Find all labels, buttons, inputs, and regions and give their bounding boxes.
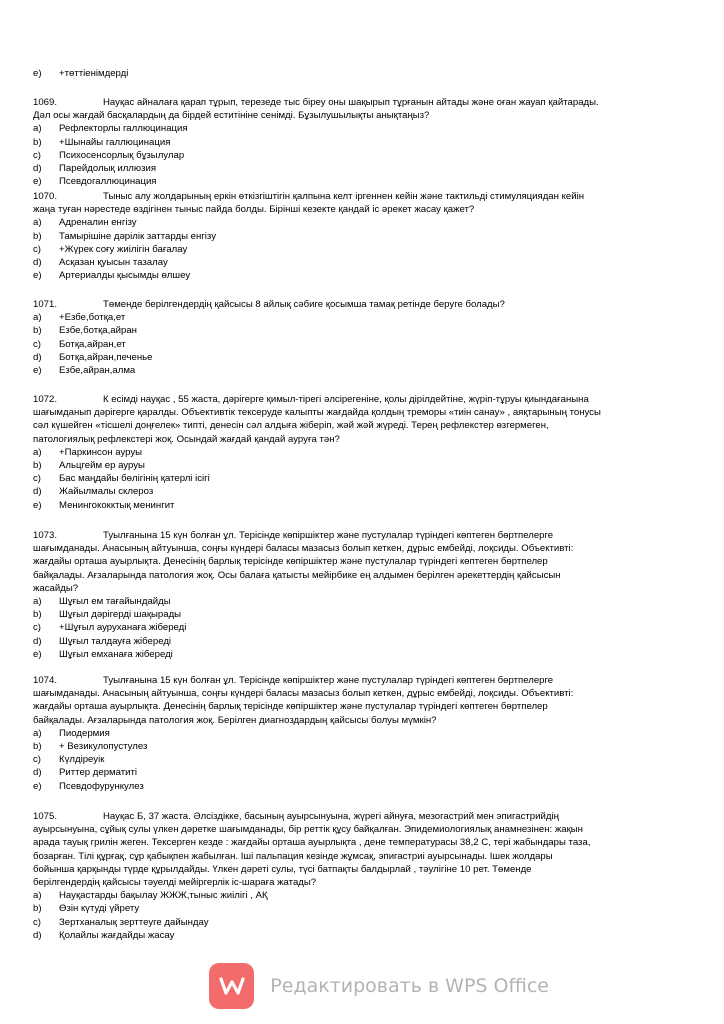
option-text: + Везикулопустулез xyxy=(59,741,148,752)
option-text: +төттіенімдерді xyxy=(59,68,129,79)
option-text: Езбе,айран,алма xyxy=(59,365,136,376)
option-letter: a) xyxy=(33,217,42,229)
option-letter: c) xyxy=(33,916,41,928)
question-text-line: шағымданады. Анасының айтуынша, соңғы күндері баласы мазасыз болып кеткен, дұрыс ембейді, лоқсиды. Объективті: xyxy=(33,543,574,555)
option-letter: a) xyxy=(33,596,42,607)
question-text-line: Төменде берілгендердің қайсысы 8 айлық сәбиге қосымша тамақ ретінде беруге болады? xyxy=(103,299,505,310)
question-text-line: Науқас Б, 37 жаста. Әлсіздікке, басының ауырсынуына, жүрегі айнуға, мезогастрий мен эпигастрийдің xyxy=(103,811,559,822)
option-text: Менингококктық менингит xyxy=(59,499,175,511)
option-letter: b) xyxy=(33,325,42,337)
option-letter: c) xyxy=(33,149,41,161)
option-letter: d) xyxy=(33,486,42,498)
option-letter: b) xyxy=(33,136,42,148)
question-text-line: ауырсынуына, сұйық сулы үлкен дәретке шағымданады, бір реттік құсу байқалған. Эпидемиологиялық анамнезінен: жақын xyxy=(33,824,583,836)
option-text: Рефлекторлы галлюцинация xyxy=(59,123,188,135)
question-number: 1073. xyxy=(33,530,58,541)
question-text-line: берілгендердің қайсысы тәуелді мейіргерлік іс-шараға жатады? xyxy=(33,877,317,888)
option-letter: a) xyxy=(33,312,42,324)
question-text-line: бойынша қарқынды түрде құрылдайды. Үлкен дәреті сулы, түсі батпақты балдырлай , тәулігіне 10 рет. Төменде xyxy=(33,863,532,875)
option-text: Парейдолық иллюзия xyxy=(59,163,157,174)
option-text: Шұғыл дәрігерді шақырады xyxy=(59,609,182,621)
option-letter: c) xyxy=(33,473,41,485)
option-letter: d) xyxy=(33,163,42,174)
option-text: Шұғыл емханаға жібереді xyxy=(59,648,173,660)
option-text: Науқастарды бақылау ЖЖЖ,тыныс жиілігі , АҚ xyxy=(59,890,268,902)
option-text: Зертханалық зерттеуге дайындау xyxy=(59,916,209,928)
option-text: Күлдіреуік xyxy=(59,754,105,766)
option-letter: c) xyxy=(33,243,41,255)
option-text: Психосенсорлық бұзылулар xyxy=(59,149,185,161)
option-letter: e) xyxy=(33,176,42,188)
question-number: 1075. xyxy=(33,811,58,822)
option-letter: c) xyxy=(33,754,41,766)
option-text: Қолайлы жағдайды жасау xyxy=(59,929,175,941)
option-letter: a) xyxy=(33,123,42,135)
option-text: Артериалды қысымды өлшеу xyxy=(59,270,191,282)
option-letter: c) xyxy=(33,338,41,350)
option-text: Шұғыл ем тағайындайды xyxy=(59,596,171,607)
option-text: Пиодермия xyxy=(59,727,110,739)
question-number: 1071. xyxy=(33,299,58,310)
option-text: Псевдофурункулез xyxy=(59,780,144,792)
question-text-line: арада тауық грилін жеген. Тексерген кезде : жағдайы орташа ауырлықта , дене температурасы 38,2 С, тері жабындары таза, xyxy=(33,837,591,849)
question-text-line: шағымданады. Анасының айтуынша, соңғы күндері баласы мазасыз болып кеткен, дұрыс ембейді, лоқсиды. Объективті: xyxy=(33,688,574,700)
question-text-line: сәл күшейген «тісшелі доңғелек» типті, денесін сәл алдыға жіберіп, жәй жәй жүреді. Терең рефлекстер өзгермеген, xyxy=(33,420,549,432)
option-text: Риттер дерматиті xyxy=(59,767,138,779)
option-letter: b) xyxy=(33,230,42,242)
option-letter: b) xyxy=(33,609,42,621)
option-letter: e) xyxy=(33,270,42,282)
question-text-line: шағымданып дәрігерге қаралды. Объективтік тексеруде калыпты жағдайда қолдың треморы «тиін санау» , аяқтарының тонусы xyxy=(33,407,601,419)
option-text: +Езбе,ботқа,ет xyxy=(59,312,126,324)
question-text-line: жаңа туған нәрестеде өздігінен тыныс пайда болды. Бірінші кезекте қандай іс әрекет жасау қажет? xyxy=(33,204,475,216)
question-text-line: Дәл осы жағдай басқалардың да бірдей еститініне сенімді. Бұзылушылықты анықтаңыз? xyxy=(33,110,430,122)
option-text: Тамырішіне дәрілік заттарды енгізу xyxy=(59,230,217,242)
option-text: Шұғыл талдауға жібереді xyxy=(59,635,172,647)
question-text-line: К есімді науқас , 55 жаста, дәрігерге қимыл-тірегі әлсiрегеніне, қолы дірілдейтіне, жүріп-тұруы қиындағанына xyxy=(103,394,589,405)
option-letter: d) xyxy=(33,929,42,941)
question-text-line: Туылғанына 15 күн болған ұл. Терісінде көпіршіктер және пустулалар түріндегі көптеген бөртпелерге xyxy=(103,530,554,541)
option-text: Адреналин енгізу xyxy=(59,217,137,229)
option-letter: e) xyxy=(33,365,42,376)
option-text: Ботқа,айран,печенье xyxy=(59,351,153,363)
question-text-line: байқалады. Ағзаларында патология жоқ. Осы балаға қатысты мейірбике ең алдымен берілген әрекеттердің қайсысын xyxy=(33,569,561,581)
question-text-line: Тыныс алу жолдарының еркін өткізгіштігін қалпына келт іргеннен кейін және тактильді стимуляциядан кейін xyxy=(103,191,585,202)
option-text: Альцгейм ер ауруы xyxy=(59,460,145,471)
option-text: +Шынайы галлюцинация xyxy=(59,136,171,148)
option-text: Ботқа,айран,ет xyxy=(59,338,126,350)
option-text: Бас маңдайы бөлігінің қатерлі ісігі xyxy=(59,473,210,485)
question-text-line: Науқас айналаға қарап тұрып, терезеде тыс біреу оны шақырып тұрғанын айтады және оған жауап қайтарады. xyxy=(103,97,599,108)
question-text-line: байқалады. Ағзаларында патология жоқ. Берілген диагноздардың қайсысы болуы мүмкін? xyxy=(33,714,437,726)
option-text: Асқазан қуысын тазалау xyxy=(59,257,168,268)
option-letter: b) xyxy=(33,460,42,471)
question-text-line: жағдайы орташа ауырлықта. Денесінің барлық терісінде көпіршіктер және пустулалар түріндегі көптеген бөртпелер xyxy=(33,701,548,713)
option-letter: e) xyxy=(33,780,42,792)
option-text: Өзін күтуді үйрету xyxy=(59,903,140,915)
option-letter: b) xyxy=(33,903,42,915)
question-text-line: бозарған. Тілі құрғақ, сұр қабықпен жабылған. Іші пальпация кезінде жұмсақ, эпигастриі ауырсынады. Ішек жолдары xyxy=(33,850,553,862)
question-text-line: патологиялық рефлекстері жоқ. Осындай жағдай қандай ауруға тән? xyxy=(33,433,340,445)
option-letter: a) xyxy=(33,727,42,739)
option-letter: e) xyxy=(33,68,42,79)
option-text: +Паркинсон ауруы xyxy=(59,446,143,458)
option-text: Псевдогаллюцинация xyxy=(59,176,157,188)
wps-logo-icon[interactable] xyxy=(209,963,254,1009)
question-number: 1072. xyxy=(33,394,58,405)
option-letter: d) xyxy=(33,767,42,779)
option-letter: c) xyxy=(33,622,41,634)
option-letter: a) xyxy=(33,890,42,902)
option-letter: d) xyxy=(33,635,42,647)
option-text: Жайылмалы склероз xyxy=(59,486,154,498)
option-text: +Шұғыл ауруханаға жібереді xyxy=(59,622,187,634)
option-letter: d) xyxy=(33,351,42,363)
option-text: Езбе,ботқа,айран xyxy=(59,325,137,337)
question-number: 1069. xyxy=(33,97,58,108)
wps-edit-label[interactable]: Редактировать в WPS Office xyxy=(270,975,549,997)
question-number: 1074. xyxy=(33,675,58,686)
question-number: 1070. xyxy=(33,191,58,202)
wps-edit-banner[interactable] xyxy=(209,963,549,1009)
option-text: +Жүрек соғу жиілігін бағалау xyxy=(59,243,188,255)
question-text-line: Туылғанына 15 күн болған ұл. Терісінде көпіршіктер және пустулалар түріндегі көптеген бөртпелерге xyxy=(103,675,554,686)
option-letter: e) xyxy=(33,499,42,511)
question-text-line: жасайды? xyxy=(33,582,79,594)
question-text-line: жағдайы орташа ауырлықта. Денесінің барлық терісінде көпіршіктер және пустулалар түріндегі көптеген бөртпелер xyxy=(33,556,548,568)
option-letter: d) xyxy=(33,257,42,268)
option-letter: e) xyxy=(33,648,42,660)
option-letter: a) xyxy=(33,446,42,458)
option-letter: b) xyxy=(33,741,42,752)
